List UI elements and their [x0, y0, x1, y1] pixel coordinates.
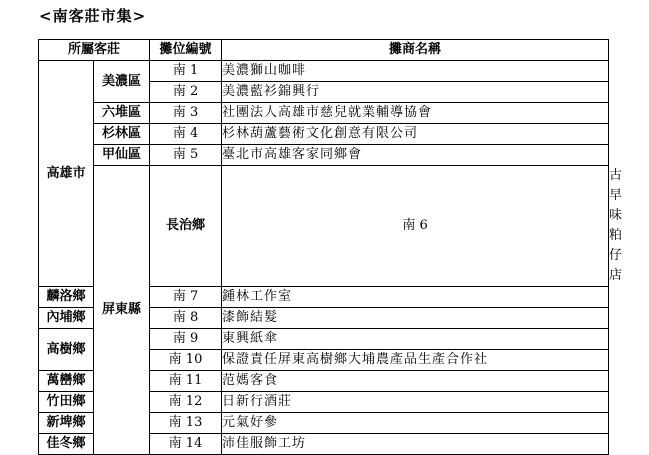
vendor-name: 沛佳服飾工坊: [222, 434, 609, 455]
town-zhutian: 竹田鄉: [39, 392, 94, 413]
header-region: 所屬客莊: [39, 40, 150, 61]
vendor-name: 元氣好參: [222, 413, 609, 434]
vendor-name: 保證責任屏東高樹鄉大埔農產品生產合作社: [222, 350, 609, 371]
booth-number: 南 9: [150, 329, 222, 350]
town-linluo: 麟洛鄉: [39, 287, 94, 308]
table-row: [39, 61, 609, 82]
booth-number: 南 6: [222, 166, 609, 287]
booth-number: 南 2: [150, 82, 222, 103]
table-row: 屏東縣 長治鄉 南 6 古早味粕仔店: [39, 166, 609, 287]
booth-number: 南 10: [150, 350, 222, 371]
vendor-name: 臺北市高雄客家同鄉會: [222, 145, 609, 166]
vendor-name: 社團法人高雄市慈兒就業輔導協會: [222, 103, 609, 124]
town-neipu: 內埔鄉: [39, 308, 94, 329]
county-kaohsiung: 高雄市: [39, 61, 94, 287]
page-title: <南客莊市集>: [39, 7, 147, 25]
vendor-name: 美濃獅山咖啡: [222, 61, 609, 82]
table-row: [39, 124, 609, 145]
booth-number: 南 7: [150, 287, 222, 308]
vendor-name: 東興紙傘: [222, 329, 609, 350]
header-booth: 攤位編號: [150, 40, 222, 61]
vendor-name: 日新行酒莊: [222, 392, 609, 413]
booth-number: 南 14: [150, 434, 222, 455]
vendor-name: 美濃藍衫錦興行: [222, 82, 609, 103]
header-vendor: 攤商名稱: [222, 40, 609, 61]
booth-number: 南 12: [150, 392, 222, 413]
town-changzhi: 長治鄉: [150, 166, 222, 287]
table-row: [39, 103, 609, 124]
town-shanlin: 杉林區: [94, 124, 150, 145]
town-xinpi: 新埤鄉: [39, 413, 94, 434]
table-row: [39, 145, 609, 166]
town-liudui: 六堆區: [94, 103, 150, 124]
town-jiaxian: 甲仙區: [94, 145, 150, 166]
booth-number: 南 5: [150, 145, 222, 166]
town-meinong: 美濃區: [94, 61, 150, 103]
town-jiadong: 佳冬鄉: [39, 434, 94, 455]
vendor-name: 漆飾結髮: [222, 308, 609, 329]
booth-number: 南 1: [150, 61, 222, 82]
vendor-table: [38, 39, 624, 455]
booth-number: 南 8: [150, 308, 222, 329]
booth-number: 南 11: [150, 371, 222, 392]
vendor-name: 鍾林工作室: [222, 287, 609, 308]
booth-number: 南 4: [150, 124, 222, 145]
vendor-name: 杉林葫蘆藝術文化創意有限公司: [222, 124, 609, 145]
vendor-name: 范媽客食: [222, 371, 609, 392]
town-wanluan: 萬巒鄉: [39, 371, 94, 392]
booth-number: 南 13: [150, 413, 222, 434]
town-gaoshu: 高樹鄉: [39, 329, 94, 371]
booth-number: 南 3: [150, 103, 222, 124]
header-row: [39, 40, 609, 61]
county-pingtung: 屏東縣: [94, 166, 150, 455]
